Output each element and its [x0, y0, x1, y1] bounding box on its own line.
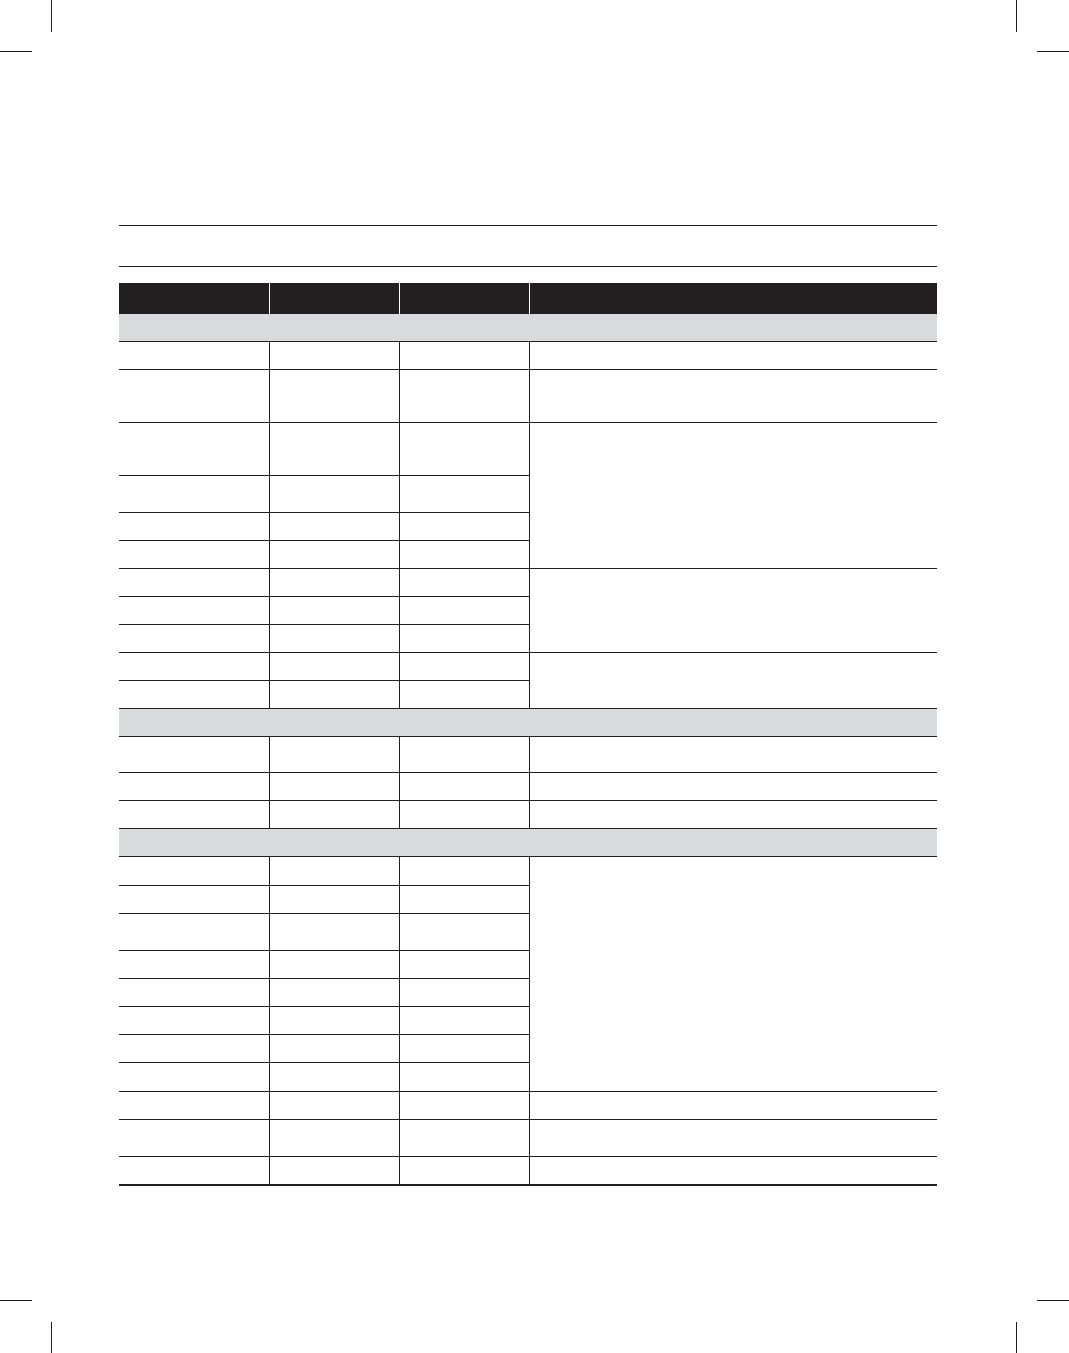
- crop-mark: [0, 51, 32, 52]
- table-cell: [269, 653, 399, 681]
- table-cell: [119, 569, 269, 597]
- table-cell: [269, 914, 399, 951]
- crop-mark: [51, 1322, 52, 1353]
- table-cell: [269, 857, 399, 886]
- table-cell: [269, 569, 399, 597]
- table-cell: [399, 1092, 529, 1120]
- table-row: [119, 1092, 937, 1120]
- table-cell: [119, 370, 269, 423]
- table-cell: [269, 979, 399, 1007]
- crop-mark: [0, 1300, 32, 1301]
- table-row: [119, 342, 937, 370]
- spec-table: [119, 283, 937, 1186]
- table-cell: [269, 476, 399, 513]
- table-cell: [529, 773, 937, 801]
- table-cell: [269, 737, 399, 773]
- table-cell: [399, 1035, 529, 1063]
- table-cell: [399, 886, 529, 914]
- table-cell: [399, 1120, 529, 1157]
- table-cell: [399, 513, 529, 541]
- column-header: [269, 283, 399, 314]
- table-cell: [529, 1157, 937, 1185]
- section-label: [119, 709, 937, 737]
- table-cell: [529, 1092, 937, 1120]
- table-cell: [399, 653, 529, 681]
- table-cell: [529, 569, 937, 653]
- table-cell: [399, 951, 529, 979]
- table-cell: [399, 597, 529, 625]
- table-cell: [119, 423, 269, 476]
- table-cell: [119, 625, 269, 653]
- section-row: [119, 709, 937, 737]
- section-row: [119, 314, 937, 342]
- table-cell: [119, 886, 269, 914]
- table-cell: [269, 1007, 399, 1035]
- table-cell: [269, 342, 399, 370]
- table-cell: [269, 1157, 399, 1185]
- table-cell: [529, 342, 937, 370]
- table-cell: [269, 541, 399, 569]
- table-cell: [269, 773, 399, 801]
- table-row: [119, 569, 937, 597]
- column-header: [399, 283, 529, 314]
- table-cell: [269, 1063, 399, 1092]
- table-cell: [529, 1120, 937, 1157]
- table-cell: [529, 857, 937, 1092]
- table-cell: [119, 342, 269, 370]
- table-row: [119, 1120, 937, 1157]
- crop-mark: [1037, 1300, 1069, 1301]
- section-label: [119, 314, 937, 342]
- table-cell: [269, 597, 399, 625]
- table-row: [119, 653, 937, 681]
- table-cell: [119, 1063, 269, 1092]
- column-header: [119, 283, 269, 314]
- table-cell: [399, 342, 529, 370]
- table-cell: [119, 1007, 269, 1035]
- table-cell: [269, 423, 399, 476]
- table-cell: [119, 597, 269, 625]
- table-cell: [119, 737, 269, 773]
- table-cell: [399, 541, 529, 569]
- table-cell: [399, 1063, 529, 1092]
- table-cell: [119, 476, 269, 513]
- table-cell: [119, 951, 269, 979]
- table-row: [119, 737, 937, 773]
- table-cell: [399, 773, 529, 801]
- table-cell: [529, 801, 937, 829]
- table-cell: [529, 653, 937, 709]
- crop-mark: [1016, 0, 1017, 32]
- table-cell: [119, 801, 269, 829]
- table-cell: [399, 1007, 529, 1035]
- table-row: [119, 773, 937, 801]
- table-cell: [529, 423, 937, 569]
- table-cell: [119, 653, 269, 681]
- table-cell: [529, 737, 937, 773]
- table-cell: [399, 569, 529, 597]
- crop-mark: [51, 0, 52, 32]
- title-rule-top: [119, 225, 937, 226]
- table-row: [119, 1157, 937, 1185]
- table-header-row: [119, 283, 937, 314]
- table-row: [119, 370, 937, 423]
- table-cell: [399, 476, 529, 513]
- table-cell: [269, 1120, 399, 1157]
- table-cell: [269, 513, 399, 541]
- title-rule-bottom: [119, 266, 937, 267]
- table-cell: [269, 951, 399, 979]
- table-row: [119, 423, 937, 476]
- table-cell: [119, 1157, 269, 1185]
- section-row: [119, 829, 937, 857]
- table-cell: [119, 513, 269, 541]
- table-cell: [399, 914, 529, 951]
- table-cell: [119, 541, 269, 569]
- table-cell: [399, 979, 529, 1007]
- table-cell: [399, 370, 529, 423]
- column-header: [529, 283, 937, 314]
- table-cell: [399, 423, 529, 476]
- page-title: [119, 230, 937, 262]
- table-cell: [119, 1092, 269, 1120]
- section-label: [119, 829, 937, 857]
- table-cell: [119, 914, 269, 951]
- table-cell: [119, 979, 269, 1007]
- table-cell: [119, 1035, 269, 1063]
- table-row: [119, 801, 937, 829]
- crop-mark: [1016, 1322, 1017, 1353]
- table-cell: [399, 681, 529, 709]
- table-cell: [529, 370, 937, 423]
- table-cell: [399, 857, 529, 886]
- table-cell: [399, 1157, 529, 1185]
- table-row: [119, 857, 937, 886]
- table-cell: [399, 625, 529, 653]
- table-cell: [399, 801, 529, 829]
- table-cell: [269, 886, 399, 914]
- table-cell: [119, 773, 269, 801]
- table-cell: [269, 370, 399, 423]
- table-cell: [269, 801, 399, 829]
- table-cell: [269, 681, 399, 709]
- table-cell: [119, 681, 269, 709]
- table-cell: [119, 1120, 269, 1157]
- crop-mark: [1037, 51, 1069, 52]
- table-cell: [399, 737, 529, 773]
- table-cell: [269, 625, 399, 653]
- table-cell: [119, 857, 269, 886]
- table-cell: [269, 1092, 399, 1120]
- table-cell: [269, 1035, 399, 1063]
